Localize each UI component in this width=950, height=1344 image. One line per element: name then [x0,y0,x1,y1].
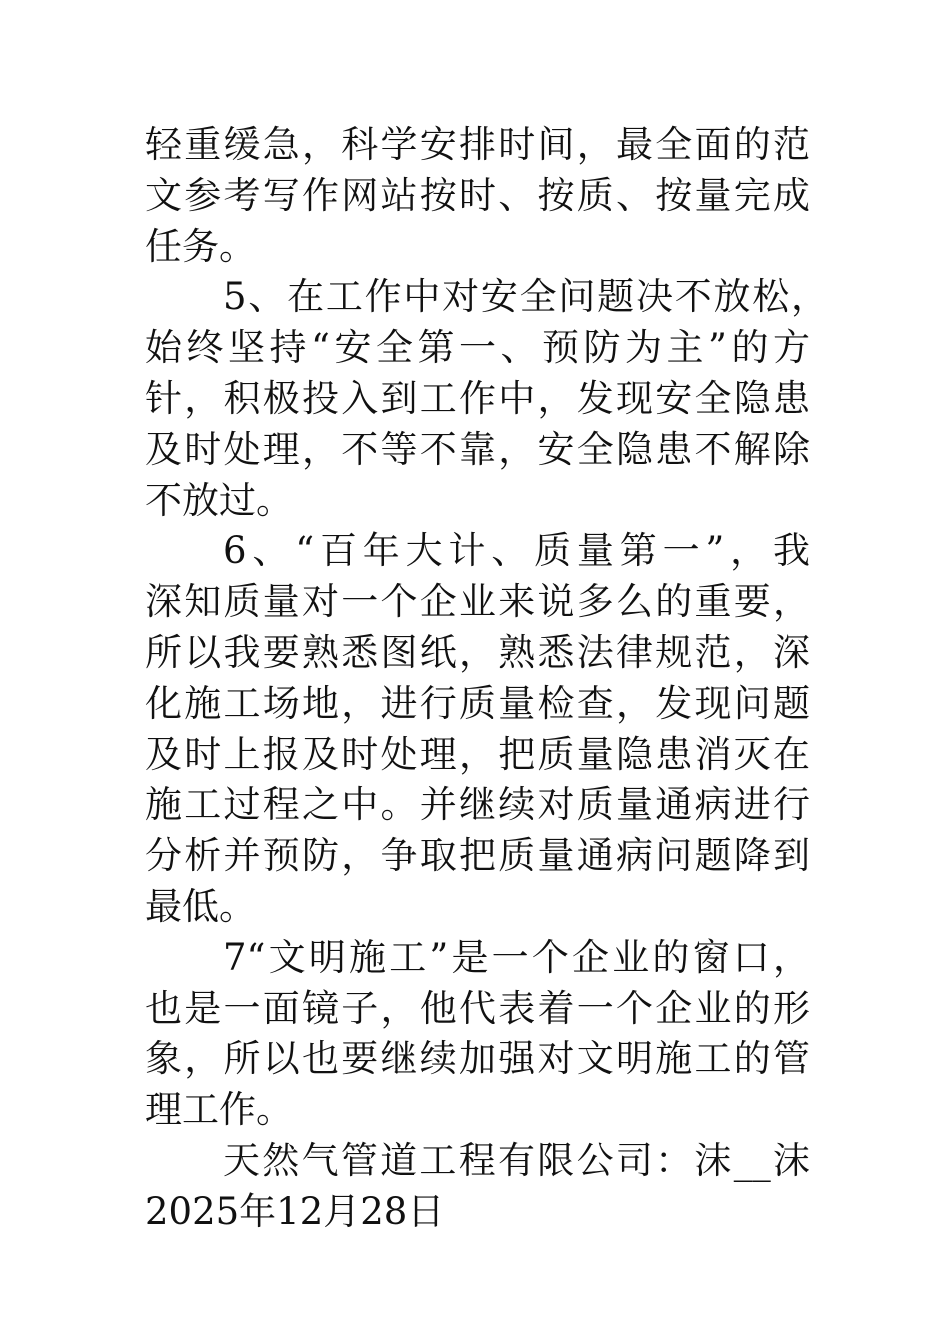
signature-company: 天然气管道工程有限公司：沫__沫 [223,1138,810,1182]
text-line: 始终坚持“安全第一、预防为主”的方 [145,326,810,370]
text-line: 分析并预防，争取把质量通病问题降到 [145,834,810,878]
item-6-first-line: 6、“百年大计、质量第一”，我 [223,529,810,573]
item-5-first-line: 5、在工作中对安全问题决不放松， [223,275,828,319]
text-line: 施工过程之中。并继续对质量通病进行 [145,783,810,827]
text-line: 文参考写作网站按时、按质、按量完成 [145,173,810,217]
text-line: 理工作。 [145,1088,293,1132]
text-line: 也是一面镜子，他代表着一个企业的形 [145,986,810,1030]
text-line: 及时处理，不等不靠，安全隐患不解除 [145,427,810,471]
text-line: 及时上报及时处理，把质量隐患消灭在 [145,732,810,776]
document-body [145,120,828,1238]
text-line: 象，所以也要继续加强对文明施工的管 [145,1037,810,1081]
item-7-first-line: 7“文明施工”是一个企业的窗口， [223,935,810,979]
text-line: 轻重缓急，科学安排时间，最全面的范 [145,123,810,166]
text-line: 任务。 [145,224,256,268]
text-line: 不放过。 [145,478,293,522]
signature-date: 2025年12月28日 [145,1189,445,1233]
text-line: 最低。 [145,884,256,928]
text-line: 深知质量对一个企业来说多么的重要， [145,580,810,624]
text-line: 所以我要熟悉图纸，熟悉法律规范，深 [145,630,810,674]
text-line: 化施工场地，进行质量检查，发现问题 [145,681,810,725]
text-line: 针，积极投入到工作中，发现安全隐患 [145,376,810,420]
